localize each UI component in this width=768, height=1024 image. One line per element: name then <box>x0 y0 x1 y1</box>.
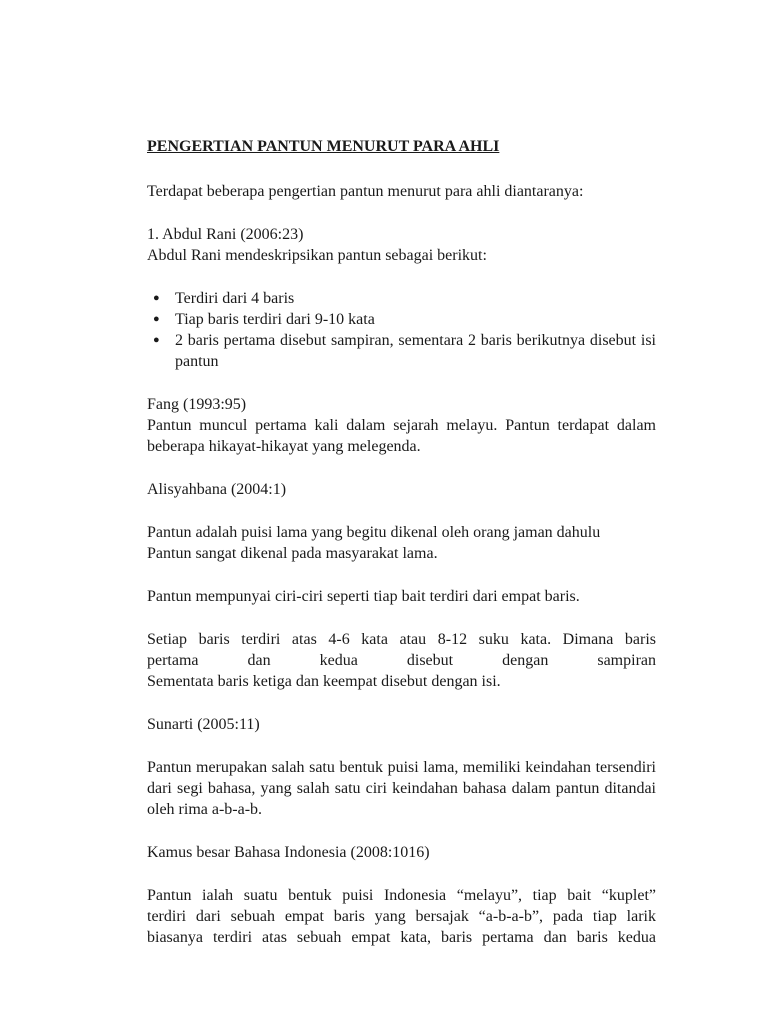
sunarti-text: Pantun merupakan salah satu bentuk puisi lama, memiliki keindahan tersendiri dari segi bahasa, yang salah satu ciri keindahan bahasa dalam pantun ditandai oleh rima a-b-a-b. <box>147 759 656 818</box>
kbbi-heading: Kamus besar Bahasa Indonesia (2008:1016) <box>147 844 430 861</box>
page-title: PENGERTIAN PANTUN MENURUT PARA AHLI <box>147 138 500 155</box>
document-page <box>147 136 656 948</box>
list-item: ● 2 baris pertama disebut sampiran, sementara 2 baris berikutnya disebut isi pantun <box>153 332 656 370</box>
alisyahbana-p3-line2: pertama dan kedua disebut dengan sampiran <box>147 652 656 669</box>
rani-bullet-list <box>147 288 656 372</box>
fang-text: Pantun muncul pertama kali dalam sejarah melayu. Pantun terdapat dalam beberapa hikayat-hikayat yang melegenda. <box>147 417 656 455</box>
bullet-icon: ● <box>153 334 160 346</box>
kbbi-line1: Pantun ialah suatu bentuk puisi Indonesia “melayu”, tiap bait “kuplet” <box>147 887 656 904</box>
fang-heading: Fang (1993:95) <box>147 396 247 413</box>
sunarti-heading: Sunarti (2005:11) <box>147 716 260 733</box>
intro-text: Terdapat beberapa pengertian pantun menurut para ahli diantaranya: <box>147 183 584 200</box>
rani-heading: 1. Abdul Rani (2006:23) <box>147 226 304 243</box>
list-item: ● Tiap baris terdiri dari 9-10 kata <box>153 311 375 328</box>
alisyahbana-heading: Alisyahbana (2004:1) <box>147 481 287 498</box>
kbbi-line3: biasanya terdiri atas sebuah empat kata, baris pertama dan baris kedua <box>147 929 656 946</box>
bullet-icon: ● <box>153 313 160 325</box>
bullet-icon: ● <box>153 292 160 304</box>
alisyahbana-p3-line1: Setiap baris terdiri atas 4-6 kata atau 8-12 suku kata. Dimana baris <box>147 631 656 648</box>
kbbi-line2: terdiri dari sebuah empat baris yang bersajak “a-b-a-b”, pada tiap larik <box>147 908 656 925</box>
alisyahbana-p2: Pantun mempunyai ciri-ciri seperti tiap bait terdiri dari empat baris. <box>147 588 580 605</box>
alisyahbana-p1-line2: Pantun sangat dikenal pada masyarakat lama. <box>147 545 438 562</box>
alisyahbana-p3-line3: Sementata baris ketiga dan keempat disebut dengan isi. <box>147 673 501 690</box>
alisyahbana-p1-line1: Pantun adalah puisi lama yang begitu dikenal oleh orang jaman dahulu <box>147 524 601 541</box>
rani-lead: Abdul Rani mendeskripsikan pantun sebagai berikut: <box>147 247 487 264</box>
list-item: ● Terdiri dari 4 baris <box>153 290 295 307</box>
